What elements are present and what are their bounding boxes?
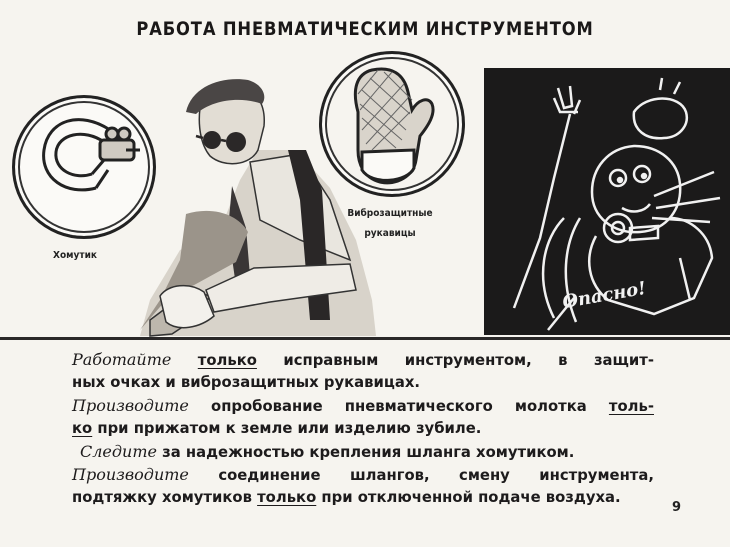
hose-clamp-icon [44, 120, 140, 190]
l3-rest: опробование пневматического молотка [188, 397, 609, 415]
instruction-line-2 [72, 372, 654, 394]
l1-underline: только [197, 352, 257, 369]
l5-rest: за надежностью крепления шланга хомутиком. [156, 443, 575, 461]
l2-text: ных очках и виброзащитных рукавицах. [72, 374, 420, 392]
instruction-line-5 [72, 441, 654, 464]
page-number: 9 [672, 500, 682, 515]
instruction-line-6 [72, 464, 654, 487]
l4-underline: ко [72, 420, 93, 438]
divider [0, 337, 730, 340]
gloves-caption-line1: Виброзащитные [347, 208, 433, 219]
gloves-caption [336, 204, 444, 244]
l3-em: Производите [72, 395, 189, 415]
gloves-circle [319, 51, 465, 197]
l7-b: при отключенной подаче воздуха. [316, 489, 621, 507]
l1-rest: исправным инструментом, в защит- [256, 352, 654, 369]
instruction-line-3 [72, 395, 654, 418]
l1-em: Работайте [72, 350, 172, 369]
clamp-caption: Хомутик [53, 250, 97, 261]
instructions-text [72, 349, 654, 510]
l6-rest: соединение шлангов, смену инструмента, [188, 467, 654, 485]
instruction-line-7 [72, 487, 654, 509]
instruction-line-1 [72, 349, 654, 372]
gloves-caption-line2: рукавицы [364, 228, 416, 239]
l6-em: Производите [72, 465, 189, 485]
page-title: РАБОТА ПНЕВМАТИЧЕСКИМ ИНСТРУМЕНТОМ [136, 18, 594, 40]
instruction-line-4 [72, 418, 654, 440]
l7-a: подтяжку хомутиков [72, 489, 258, 507]
l5-em: Следите [80, 441, 157, 461]
l7-underline: только [257, 489, 317, 507]
l4-rest: при прижатом к земле или изделию зубиле. [92, 420, 482, 438]
l3-underline: толь- [608, 397, 654, 415]
danger-label: Опасно! [560, 277, 648, 314]
